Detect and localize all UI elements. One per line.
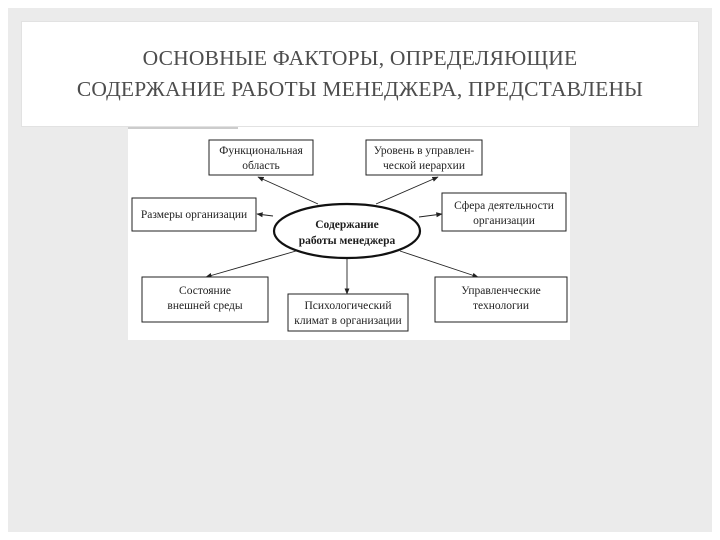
node-psych-climate-line-1: Психологический bbox=[304, 300, 392, 312]
node-hierarchy-level bbox=[366, 140, 482, 175]
arrow-to-org-size bbox=[257, 214, 273, 216]
arrow-to-external-environment bbox=[206, 251, 296, 277]
node-external-environment bbox=[142, 277, 268, 322]
node-functional-area-line-1: Функциональная bbox=[219, 145, 303, 157]
node-external-environment-line-2: внешней среды bbox=[167, 300, 243, 312]
node-org-size-line-1: Размеры организации bbox=[140, 209, 248, 221]
node-management-tech bbox=[435, 277, 567, 322]
diagram-svg bbox=[128, 127, 570, 340]
arrow-to-hierarchy-level bbox=[376, 177, 438, 204]
node-functional-area-line-2: область bbox=[242, 160, 280, 172]
title-line-1: ОСНОВНЫЕ ФАКТОРЫ, ОПРЕДЕЛЯЮЩИЕ bbox=[142, 46, 578, 70]
arrow-to-management-tech bbox=[400, 251, 478, 277]
title-line-2: СОДЕРЖАНИЕ РАБОТЫ МЕНЕДЖЕРА, ПРЕДСТАВЛЕНЫ bbox=[76, 77, 644, 101]
node-hierarchy-level-line-2: ческой иерархии bbox=[383, 160, 465, 172]
node-org-size bbox=[132, 198, 256, 231]
node-activity-sphere bbox=[442, 193, 566, 231]
node-activity-sphere-line-1: Сфера деятельности bbox=[454, 200, 554, 212]
node-management-tech-line-2: технологии bbox=[473, 300, 529, 312]
arrow-to-functional-area bbox=[258, 177, 318, 204]
node-psych-climate-line-2: климат в организации bbox=[294, 315, 402, 327]
node-management-tech-line-1: Управленческие bbox=[461, 285, 541, 297]
title-box bbox=[22, 22, 698, 126]
node-hierarchy-level-line-1: Уровень в управлен- bbox=[373, 145, 475, 157]
node-activity-sphere-line-2: организации bbox=[473, 215, 535, 227]
arrow-to-activity-sphere bbox=[419, 214, 442, 217]
node-psych-climate bbox=[288, 294, 408, 331]
node-functional-area bbox=[209, 140, 313, 175]
node-external-environment-line-1: Состояние bbox=[179, 285, 231, 297]
center-label-line-2: работы менеджера bbox=[298, 235, 396, 247]
diagram-figure bbox=[128, 127, 570, 340]
center-ellipse bbox=[274, 204, 420, 258]
center-label-line-1: Содержание bbox=[315, 219, 379, 231]
